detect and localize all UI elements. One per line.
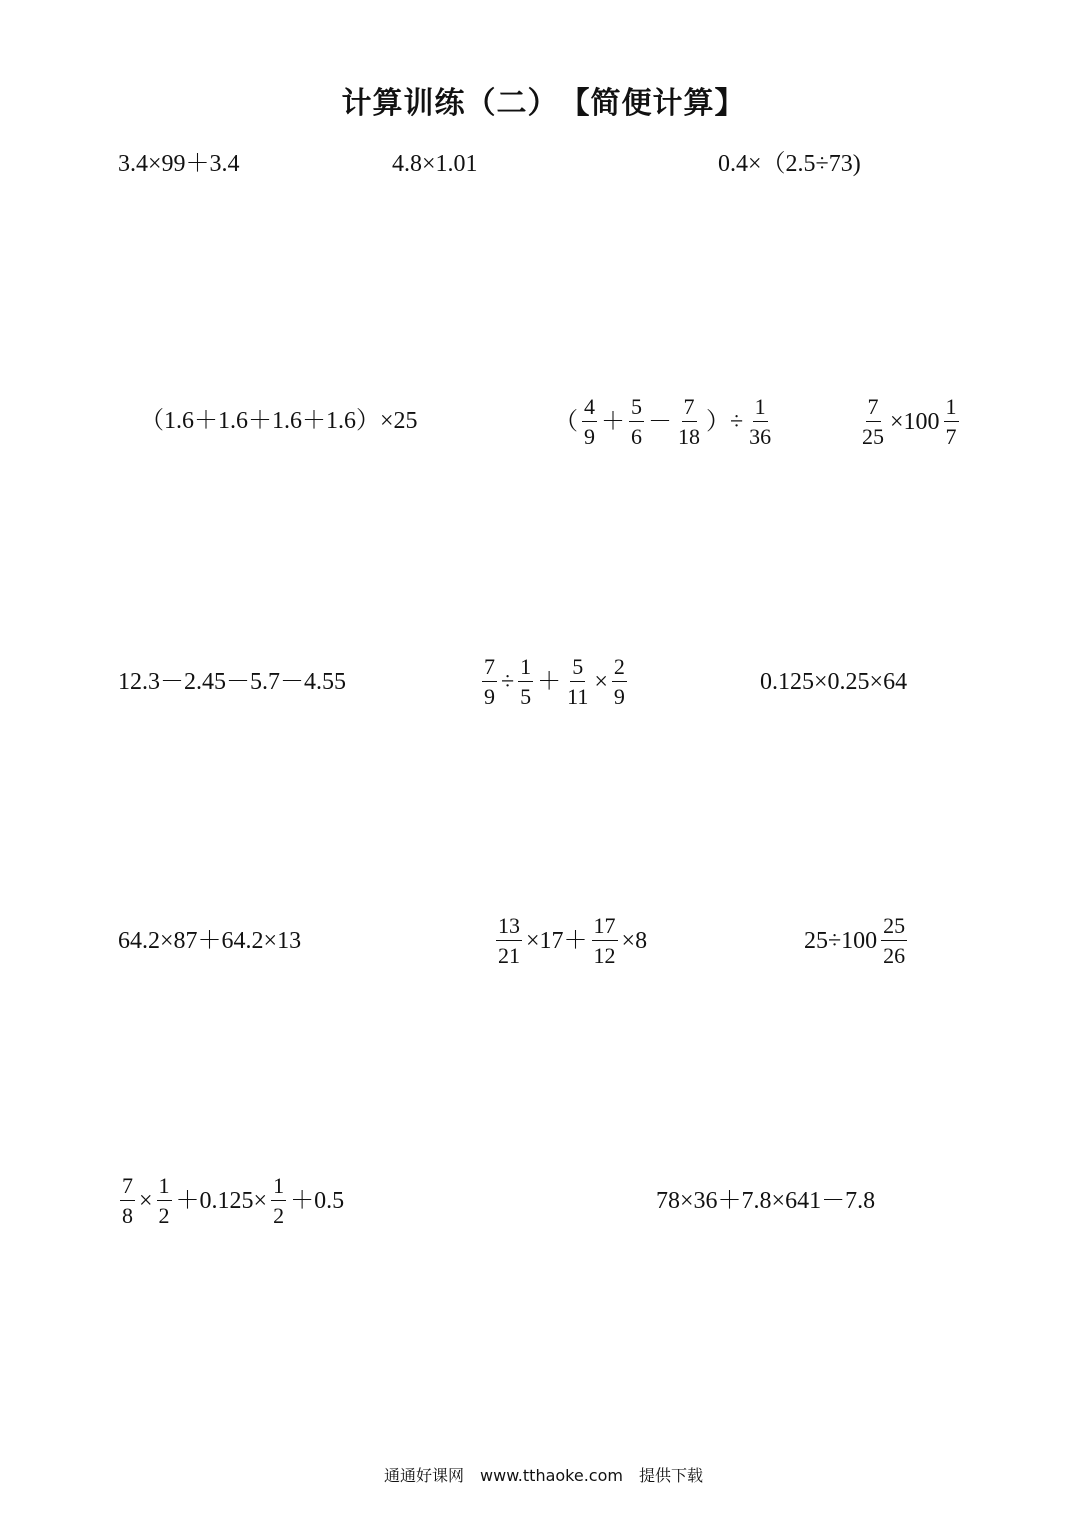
fraction — [860, 395, 886, 448]
fraction-numerator: 5 — [570, 655, 585, 682]
operator-text: 25÷100 — [804, 927, 878, 954]
fraction-denominator: 26 — [883, 943, 906, 969]
problem-7 — [118, 670, 346, 694]
footer-source-note: 通通好课网 www.tthaoke.com 提供下载 — [384, 1466, 703, 1485]
fraction — [565, 655, 590, 708]
fraction-denominator: 11 — [567, 684, 589, 710]
problem-13 — [118, 1174, 346, 1227]
operator-text: ×8 — [621, 927, 648, 954]
problem-text: 0.125×0.25×64 — [760, 669, 908, 695]
fraction — [747, 395, 773, 448]
page-title: 计算训练（二） 【简便计算】 — [341, 86, 746, 121]
problem-text: （1.6＋1.6＋1.6＋1.6）×25 — [140, 408, 418, 434]
problem-4 — [140, 409, 418, 433]
operator-text: ）÷ — [706, 408, 744, 435]
operator-text: － — [648, 408, 672, 435]
fraction-numerator: 13 — [496, 914, 522, 941]
fraction-denominator: 21 — [498, 943, 520, 969]
problem-11 — [494, 914, 649, 967]
fraction-numerator: 5 — [629, 395, 644, 422]
fraction-denominator: 2 — [158, 1203, 170, 1229]
operator-text: ×17＋ — [526, 927, 588, 954]
problem-10 — [118, 929, 301, 953]
fraction-numerator: 7 — [120, 1174, 135, 1201]
fraction — [120, 1174, 135, 1227]
fraction — [676, 395, 702, 448]
fraction-denominator: 9 — [484, 684, 495, 710]
fraction-denominator: 7 — [945, 424, 957, 450]
operator-text: ＋0.5 — [290, 1187, 345, 1214]
fraction — [157, 1174, 172, 1227]
fraction-numerator: 7 — [682, 395, 697, 422]
fraction — [496, 914, 522, 967]
operator-text: ×100 — [890, 408, 940, 435]
problem-text: 12.3－2.45－5.7－4.55 — [118, 669, 346, 695]
fraction — [881, 914, 907, 967]
problem-5 — [552, 395, 775, 448]
fraction-numerator: 1 — [944, 395, 959, 422]
problem-9 — [760, 670, 907, 694]
fraction-denominator: 9 — [584, 424, 595, 450]
fraction — [612, 655, 627, 708]
problem-3 — [718, 152, 861, 176]
fraction — [271, 1174, 286, 1227]
problem-14 — [656, 1189, 875, 1213]
problem-text: 0.4×（2.5÷73) — [718, 151, 861, 177]
operator-text: × — [594, 668, 608, 695]
operator-text: ＋ — [537, 668, 562, 695]
fraction-numerator: 1 — [157, 1174, 172, 1201]
fraction — [582, 395, 597, 448]
fraction-denominator: 18 — [678, 424, 700, 450]
fraction-numerator: 7 — [482, 655, 497, 682]
fraction-numerator: 1 — [518, 655, 533, 682]
problem-text: 4.8×1.01 — [392, 151, 478, 177]
fraction-denominator: 2 — [273, 1203, 285, 1229]
fraction-numerator: 7 — [866, 395, 881, 422]
fraction — [629, 395, 644, 448]
fraction-denominator: 9 — [613, 684, 625, 710]
problem-text: 78×36＋7.8×641－7.8 — [656, 1188, 876, 1214]
fraction — [944, 395, 959, 448]
operator-text: ÷ — [501, 668, 515, 695]
operator-text: × — [139, 1187, 153, 1214]
problem-text: 3.4×99＋3.4 — [118, 151, 240, 177]
fraction-denominator: 25 — [862, 424, 884, 450]
fraction-denominator: 6 — [631, 424, 642, 450]
fraction — [592, 914, 618, 967]
fraction-numerator: 1 — [271, 1174, 286, 1201]
fraction-numerator: 1 — [753, 395, 768, 422]
fraction-denominator: 36 — [749, 424, 772, 450]
fraction-numerator: 25 — [881, 914, 907, 941]
problem-8 — [480, 655, 629, 708]
fraction-denominator: 5 — [520, 684, 532, 710]
fraction-denominator: 8 — [122, 1203, 133, 1229]
fraction-denominator: 12 — [593, 943, 616, 969]
operator-text: ＋ — [601, 408, 625, 435]
fraction-numerator: 2 — [612, 655, 627, 682]
operator-text: （ — [554, 408, 578, 435]
problem-2 — [392, 152, 478, 176]
problem-6 — [858, 395, 961, 448]
problem-text: 64.2×87＋64.2×13 — [118, 928, 302, 954]
fraction-numerator: 17 — [592, 914, 618, 941]
fraction-numerator: 4 — [582, 395, 597, 422]
fraction — [482, 655, 497, 708]
problem-1 — [118, 152, 240, 176]
operator-text: ＋0.125× — [175, 1187, 268, 1214]
problem-12 — [802, 914, 909, 967]
fraction — [518, 655, 533, 708]
